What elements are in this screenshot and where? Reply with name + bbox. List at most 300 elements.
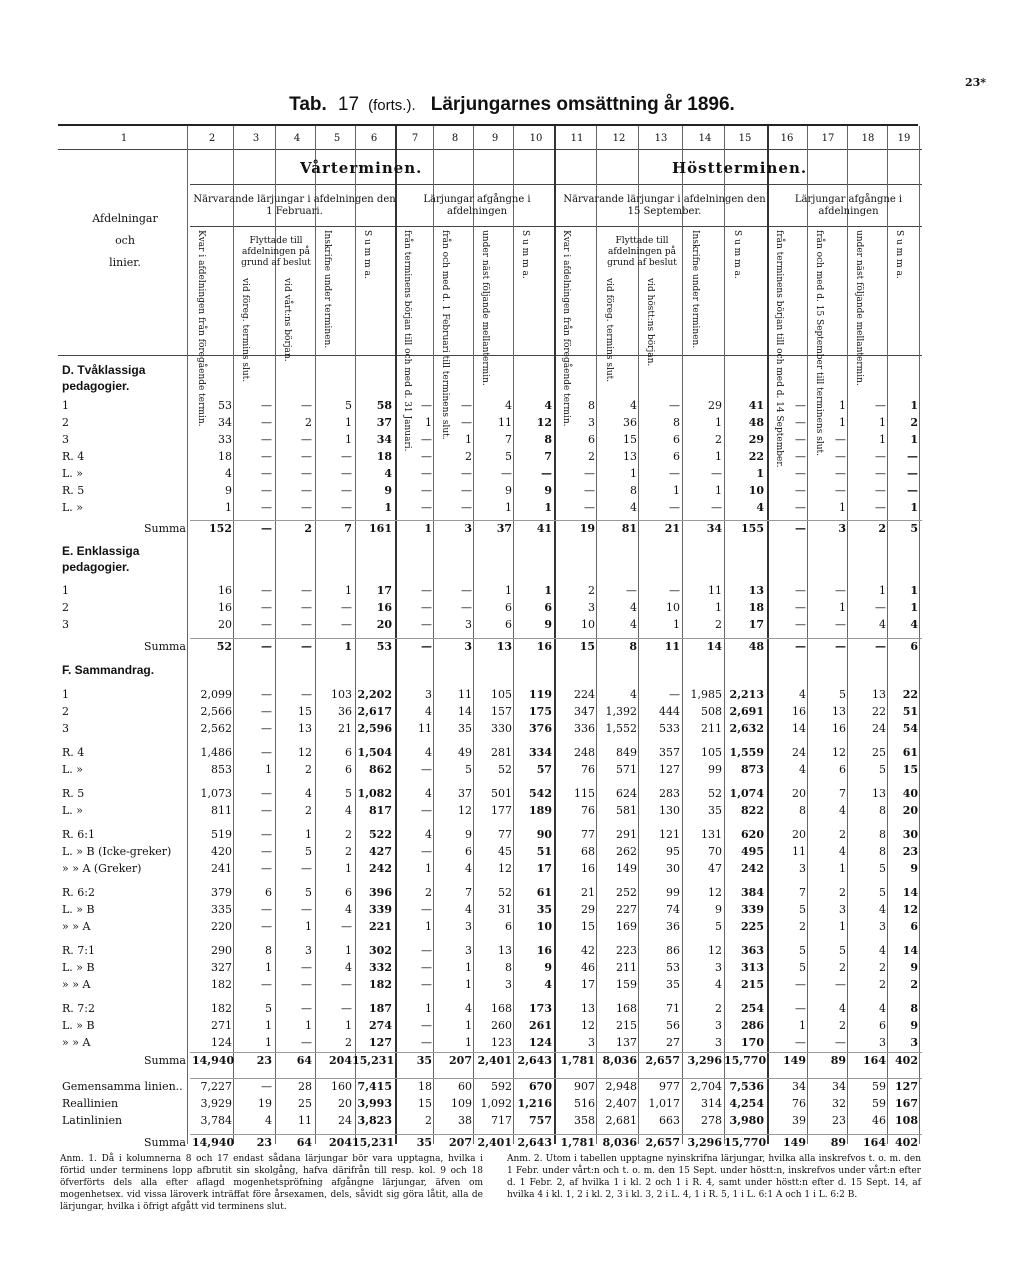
table-cell: 853	[211, 763, 232, 776]
table-cell: 109	[451, 1097, 472, 1110]
table-cell: 2	[345, 845, 352, 858]
table-cell: 6	[265, 886, 272, 899]
table-cell: —	[421, 467, 432, 480]
column-number-9: 9	[491, 133, 499, 144]
row-label: 2	[62, 705, 69, 718]
table-cell: 5	[465, 763, 472, 776]
table-cell: 15,231	[352, 1136, 395, 1149]
table-cell: 4	[879, 944, 886, 957]
table-cell: 4	[630, 601, 637, 614]
column-number-16: 16	[780, 133, 794, 144]
table-cell: 5	[345, 399, 352, 412]
row-label: 1	[62, 584, 69, 597]
table-cell: 173	[529, 1002, 552, 1015]
table-cell: 335	[211, 903, 232, 916]
table-cell: 9	[544, 961, 552, 974]
table-cell: 1	[879, 416, 886, 429]
table-cell: —	[301, 1002, 312, 1015]
table-cell: 127	[369, 1036, 392, 1049]
table-cell: 99	[708, 763, 722, 776]
table-cell: 4	[305, 787, 312, 800]
table-cell: 1	[345, 433, 352, 446]
table-cell: 22	[902, 688, 918, 701]
table-cell: 1	[839, 416, 846, 429]
table-cell: 105	[491, 688, 512, 701]
semester-ht: Höstterminen.	[672, 159, 808, 177]
table-cell: 220	[211, 920, 232, 933]
table-cell: 444	[659, 705, 680, 718]
table-cell: 37	[458, 787, 472, 800]
table-cell: 2	[910, 978, 918, 991]
table-cell: 4	[630, 618, 637, 631]
table-cell: 2,407	[605, 1097, 637, 1110]
table-cell: —	[341, 618, 352, 631]
table-cell: 363	[741, 944, 764, 957]
table-cell: 11	[418, 722, 432, 735]
table-cell: 6	[505, 920, 512, 933]
table-cell: 6	[879, 1019, 886, 1032]
table-cell: —	[584, 484, 595, 497]
table-cell: 22	[748, 450, 764, 463]
table-cell: 2	[715, 1002, 722, 1015]
table-cell: 24	[872, 722, 886, 735]
table-cell: 271	[211, 1019, 232, 1032]
table-cell: 48	[748, 640, 764, 653]
table-cell: 1	[910, 601, 918, 614]
table-cell: —	[795, 416, 806, 429]
table-cell: 283	[659, 787, 680, 800]
table-cell: —	[261, 584, 272, 597]
table-cell: —	[875, 450, 886, 463]
table-cell: 5	[839, 688, 846, 701]
table-cell: —	[341, 1002, 352, 1015]
row-label: 2	[62, 416, 69, 429]
table-cell: 123	[491, 1036, 512, 1049]
table-cell: 1	[345, 416, 352, 429]
table-cell: 3,296	[687, 1054, 722, 1067]
table-cell: —	[461, 416, 472, 429]
table-cell: —	[421, 804, 432, 817]
table-cell: 4	[879, 903, 886, 916]
table-cell: —	[795, 484, 806, 497]
table-cell: 74	[666, 903, 680, 916]
table-cell: 8	[630, 484, 637, 497]
table-cell: 14	[458, 705, 472, 718]
table-cell: 187	[369, 1002, 392, 1015]
table-cell: 1	[799, 1019, 806, 1032]
table-cell: 20	[902, 804, 918, 817]
table-cell: 1	[265, 763, 272, 776]
table-cell: 330	[491, 722, 512, 735]
row-label: L. » B (Icke-greker)	[62, 845, 172, 858]
column-number-15: 15	[738, 133, 752, 144]
table-cell: 6	[673, 450, 680, 463]
table-cell: 7,415	[357, 1080, 392, 1093]
row-label: Reallinien	[62, 1097, 119, 1110]
table-cell: 10	[536, 920, 552, 933]
table-cell: 36	[623, 416, 637, 429]
table-cell: 3,296	[687, 1136, 722, 1149]
column-header-c13: vid höstt:ns början.	[645, 278, 655, 367]
table-cell: 1	[465, 433, 472, 446]
table-cell: —	[261, 433, 272, 446]
table-cell: —	[301, 601, 312, 614]
table-cell: 76	[581, 763, 595, 776]
note-1: Anm. 1. Då i kolumnerna 8 och 17 endast sådana lärjungar bör vara upptagna, hvilka i förtid under terminens lopp afbrutit sin skolgång, hafva därifrån till resp. kol. 9 och 18 öfverförts dels alla efter aflagd mogenhetspröfning afgångne lärjungar, äfven om mogenhetsex. vid vissa läroverk inträffat före årsexamen, dels, såvidt sig göra låtit, alla de lärjungar, hvilka i öfrigt afgått vid terminens slut.	[60, 1154, 483, 1212]
table-cell: 7	[465, 886, 472, 899]
table-cell: —	[261, 450, 272, 463]
table-cell: 52	[498, 886, 512, 899]
table-cell: 182	[369, 978, 392, 991]
table-cell: 1	[910, 584, 918, 597]
table-cell: 15	[902, 763, 918, 776]
table-cell: 8	[265, 944, 272, 957]
table-cell: 30	[666, 862, 680, 875]
table-cell: 19	[579, 522, 595, 535]
table-cell: 384	[741, 886, 764, 899]
table-cell: —	[907, 484, 918, 497]
table-cell: —	[875, 640, 886, 653]
table-cell: 357	[659, 746, 680, 759]
row-label: R. 7:1	[62, 944, 95, 957]
row-label: 3	[62, 618, 69, 631]
table-cell: 10	[581, 618, 595, 631]
table-cell: —	[421, 1019, 432, 1032]
table-cell: —	[301, 467, 312, 480]
table-cell: 11	[298, 1114, 312, 1127]
table-cell: 1,073	[200, 787, 232, 800]
table-cell: 17	[581, 978, 595, 991]
row-label: » » A	[62, 978, 91, 991]
table-cell: 1	[505, 584, 512, 597]
table-cell: —	[261, 804, 272, 817]
table-cell: 207	[449, 1054, 472, 1067]
table-cell: 25	[872, 746, 886, 759]
table-cell: 3	[715, 1019, 722, 1032]
table-cell: 522	[369, 828, 392, 841]
table-cell: 4	[265, 1114, 272, 1127]
row-label: Summa	[143, 1054, 186, 1067]
table-cell: 81	[621, 522, 637, 535]
table-cell: 34	[376, 433, 392, 446]
table-cell: —	[795, 640, 806, 653]
table-cell: 6	[465, 845, 472, 858]
table-cell: 58	[376, 399, 392, 412]
table-cell: —	[301, 584, 312, 597]
table-cell: 5	[265, 1002, 272, 1015]
column-number-17: 17	[821, 133, 835, 144]
table-cell: —	[341, 601, 352, 614]
table-cell: 12	[708, 944, 722, 957]
table-cell: 717	[491, 1114, 512, 1127]
table-cell: 18	[218, 450, 232, 463]
table-cell: —	[795, 450, 806, 463]
table-cell: 20	[218, 618, 232, 631]
column-header-c15: S u m m a.	[732, 230, 742, 279]
table-cell: 2,657	[645, 1136, 680, 1149]
table-cell: 215	[741, 978, 764, 991]
column-header-c11: Kvar i afdelningen från föregående termin.	[561, 230, 571, 427]
table-cell: —	[301, 618, 312, 631]
table-cell: 9	[910, 1019, 918, 1032]
table-cell: 103	[331, 688, 352, 701]
table-cell: 376	[529, 722, 552, 735]
table-cell: 2,562	[200, 722, 232, 735]
table-cell: —	[301, 862, 312, 875]
table-cell: 14	[902, 886, 918, 899]
table-cell: 41	[536, 522, 552, 535]
table-cell: 127	[895, 1080, 918, 1093]
table-cell: 17	[536, 862, 552, 875]
table-cell: 5	[910, 522, 918, 535]
left-header-1: Afdelningar	[92, 212, 158, 225]
table-cell: —	[669, 467, 680, 480]
table-cell: 1	[265, 961, 272, 974]
table-cell: 1	[839, 601, 846, 614]
table-cell: 204	[329, 1054, 352, 1067]
table-cell: —	[669, 688, 680, 701]
table-cell: 873	[741, 763, 764, 776]
group-header-1: Närvarande lärjungar i afdelningen den 1 Februari.	[193, 194, 396, 217]
table-cell: 1,017	[648, 1097, 680, 1110]
table-cell: 20	[338, 1097, 352, 1110]
table-cell: 1	[465, 1036, 472, 1049]
table-cell: 13	[872, 787, 886, 800]
table-cell: 12	[902, 903, 918, 916]
table-cell: 15,231	[352, 1054, 395, 1067]
table-cell: —	[261, 688, 272, 701]
table-cell: 1,504	[357, 746, 392, 759]
table-cell: 5	[345, 787, 352, 800]
row-label: L. »	[62, 804, 84, 817]
table-cell: 224	[574, 688, 595, 701]
table-cell: 47	[708, 862, 722, 875]
table-cell: 4	[756, 501, 764, 514]
table-cell: —	[261, 722, 272, 735]
table-cell: —	[795, 522, 806, 535]
table-cell: 1,216	[517, 1097, 552, 1110]
table-cell: 27	[666, 1036, 680, 1049]
table-cell: 48	[748, 416, 764, 429]
table-cell: 6	[345, 763, 352, 776]
table-cell: —	[669, 399, 680, 412]
table-cell: 1	[465, 961, 472, 974]
column-number-18: 18	[861, 133, 875, 144]
column-header-c16: från terminens början till och med d. 14 September.	[774, 230, 784, 468]
table-cell: 2,202	[357, 688, 392, 701]
table-cell: —	[711, 467, 722, 480]
table-cell: 508	[701, 705, 722, 718]
table-cell: 29	[708, 399, 722, 412]
table-cell: 4	[465, 903, 472, 916]
table-cell: 155	[741, 522, 764, 535]
table-cell: 51	[902, 705, 918, 718]
table-cell: —	[669, 584, 680, 597]
table-cell: 5	[305, 886, 312, 899]
column-header-c4: vid vårt:ns början.	[282, 278, 292, 362]
table-cell: 223	[616, 944, 637, 957]
table-cell: 46	[872, 1114, 886, 1127]
table-cell: 29	[581, 903, 595, 916]
table-cell: 670	[529, 1080, 552, 1093]
table-cell: 52	[216, 640, 232, 653]
table-cell: —	[907, 467, 918, 480]
column-number-12: 12	[612, 133, 626, 144]
table-cell: —	[261, 845, 272, 858]
table-cell: 3,929	[200, 1097, 232, 1110]
table-cell: 46	[581, 961, 595, 974]
table-cell: —	[835, 978, 846, 991]
table-cell: 30	[902, 828, 918, 841]
table-cell: 14,940	[192, 1136, 235, 1149]
table-cell: 1	[465, 978, 472, 991]
table-cell: 396	[369, 886, 392, 899]
table-cell: 89	[830, 1054, 846, 1067]
table-cell: 2	[839, 961, 846, 974]
table-cell: 334	[529, 746, 552, 759]
column-divider-1	[187, 126, 188, 1144]
column-header-c19: S u m m a.	[894, 230, 904, 279]
table-cell: 2,213	[729, 688, 764, 701]
table-cell: 169	[616, 920, 637, 933]
table-cell: 2	[879, 961, 886, 974]
table-cell: 18	[376, 450, 392, 463]
table-cell: 54	[902, 722, 918, 735]
table-cell: —	[907, 450, 918, 463]
table-cell: 7	[544, 450, 552, 463]
table-cell: 3,980	[729, 1114, 764, 1127]
table-cell: 9	[465, 828, 472, 841]
table-cell: 5	[839, 944, 846, 957]
table-cell: —	[461, 501, 472, 514]
table-cell: 254	[741, 1002, 764, 1015]
table-cell: 501	[491, 787, 512, 800]
table-cell: 8	[799, 804, 806, 817]
table-cell: 2	[465, 450, 472, 463]
table-cell: 332	[369, 961, 392, 974]
section-title-D: D. Tvåklassiga pedagogier.	[62, 363, 146, 393]
row-label: Gemensamma linien..	[62, 1080, 183, 1093]
table-cell: 9	[225, 484, 232, 497]
table-cell: —	[795, 467, 806, 480]
table-cell: 8	[629, 640, 637, 653]
table-cell: 339	[369, 903, 392, 916]
table-cell: 124	[211, 1036, 232, 1049]
table-cell: 13	[498, 944, 512, 957]
table-cell: —	[421, 845, 432, 858]
table-cell: 61	[902, 746, 918, 759]
table-cell: 1	[839, 862, 846, 875]
table-cell: 34	[218, 416, 232, 429]
note-2: Anm. 2. Utom i tabellen upptagne nyinskrifna lärjungar, hvilka alla inskrefvos t. o. m. den 1 Febr. under vårt:n och t. o. m. den 15 Sept. under höstt:n, inskrefvos under vårt:n efter d. 1 Febr. 2, af hvilka 1 i kl. 2 och 1 i R. 4, samt under höstt:n efter d. 15 Sept. 14, af hvilka 4 i kl. 1, 2 i kl. 2, 3 i kl. 3, 2 i L. 4, 1 i R. 5, 1 i L. 6:1 A och 1 i L. 6:2 B.	[507, 1154, 921, 1200]
table-cell: 5	[305, 845, 312, 858]
table-cell: 1	[630, 467, 637, 480]
row-label: » » A	[62, 920, 91, 933]
table-cell: 2,596	[357, 722, 392, 735]
table-cell: 24	[792, 746, 806, 759]
table-cell: 9	[544, 484, 552, 497]
column-number-6: 6	[370, 133, 378, 144]
table-cell: 159	[616, 978, 637, 991]
table-cell: —	[261, 828, 272, 841]
table-cell: 177	[491, 804, 512, 817]
table-cell: —	[541, 467, 552, 480]
table-cell: 6	[673, 433, 680, 446]
table-cell: 3	[839, 903, 846, 916]
table-cell: 9	[910, 862, 918, 875]
column-number-7: 7	[411, 133, 419, 144]
table-cell: —	[261, 501, 272, 514]
table-cell: 8	[588, 399, 595, 412]
hline-groups	[190, 226, 922, 227]
table-cell: —	[261, 705, 272, 718]
row-label: 1	[62, 688, 69, 701]
table-cell: 262	[616, 845, 637, 858]
table-cell: 71	[666, 1002, 680, 1015]
table-cell: —	[261, 787, 272, 800]
table-cell: —	[795, 601, 806, 614]
column-number-10: 10	[529, 133, 543, 144]
table-cell: —	[835, 584, 846, 597]
table-cell: 8	[879, 804, 886, 817]
table-cell: 5	[505, 450, 512, 463]
table-cell: 4	[425, 746, 432, 759]
table-cell: 23	[256, 1136, 272, 1149]
table-cell: 977	[659, 1080, 680, 1093]
table-cell: 131	[701, 828, 722, 841]
table-cell: 68	[581, 845, 595, 858]
table-cell: 5	[879, 862, 886, 875]
table-cell: 4,254	[729, 1097, 764, 1110]
table-cell: 1	[839, 920, 846, 933]
table-cell: 42	[581, 944, 595, 957]
table-cell: 3	[879, 920, 886, 933]
row-label: L. » B	[62, 1019, 95, 1032]
table-cell: 7	[344, 522, 352, 535]
table-cell: 495	[741, 845, 764, 858]
table-cell: 3,823	[357, 1114, 392, 1127]
table-cell: 6	[910, 640, 918, 653]
table-cell: 1	[265, 1036, 272, 1049]
table-cell: 95	[666, 845, 680, 858]
table-cell: —	[626, 584, 637, 597]
table-cell: 175	[529, 705, 552, 718]
table-cell: 20	[376, 618, 392, 631]
table-cell: 11	[708, 584, 722, 597]
table-cell: 402	[895, 1054, 918, 1067]
table-cell: 8	[879, 828, 886, 841]
table-cell: 21	[581, 886, 595, 899]
table-cell: 663	[659, 1114, 680, 1127]
table-cell: 152	[209, 522, 232, 535]
table-cell: —	[669, 501, 680, 514]
table-cell: 2	[588, 584, 595, 597]
table-cell: 5	[799, 944, 806, 957]
table-cell: 2,566	[200, 705, 232, 718]
table-cell: 2	[799, 920, 806, 933]
table-cell: 168	[616, 1002, 637, 1015]
table-cell: 16	[218, 584, 232, 597]
table-cell: 31	[498, 903, 512, 916]
table-cell: —	[461, 467, 472, 480]
table-cell: —	[461, 484, 472, 497]
column-number-2: 2	[208, 133, 216, 144]
table-cell: 4	[839, 845, 846, 858]
table-cell: 161	[369, 522, 392, 535]
table-cell: 13	[748, 584, 764, 597]
table-cell: 4	[425, 787, 432, 800]
table-cell: 157	[491, 705, 512, 718]
